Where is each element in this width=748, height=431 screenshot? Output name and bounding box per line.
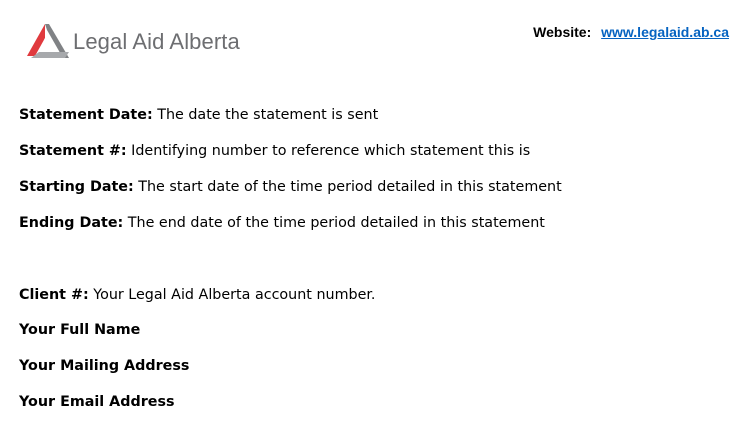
field-term: Statement #: [19, 143, 127, 159]
ending-date-definition [19, 214, 545, 232]
client-email-address [19, 393, 174, 411]
email-address-label: Your Email Address [19, 394, 175, 410]
statement-number-definition [19, 142, 530, 160]
field-description: Identifying number to reference which statement this is [131, 143, 531, 159]
website-link[interactable]: www.legalaid.ab.ca [601, 24, 729, 40]
website-label: Website: [533, 24, 592, 40]
client-mailing-address [19, 357, 189, 375]
client-full-name [19, 321, 140, 339]
statement-date-definition [19, 106, 378, 124]
field-description: The date the statement is sent [157, 107, 379, 123]
mailing-address-label: Your Mailing Address [19, 358, 190, 374]
field-term: Statement Date: [19, 107, 153, 123]
legal-aid-alberta-logo [25, 22, 240, 62]
logo-text: Legal Aid Alberta [73, 29, 240, 54]
field-description: Your Legal Aid Alberta account number. [93, 287, 376, 303]
starting-date-definition [19, 178, 562, 196]
field-term: Client #: [19, 287, 89, 303]
field-description: The start date of the time period detailed in this statement [138, 179, 562, 195]
field-description: The end date of the time period detailed in this statement [127, 215, 545, 231]
full-name-label: Your Full Name [19, 322, 141, 338]
field-term: Starting Date: [19, 179, 134, 195]
legal-aid-alberta-triangle-logo-icon [25, 22, 71, 62]
field-term: Ending Date: [19, 215, 124, 231]
website-info [533, 24, 729, 40]
client-number-definition [19, 286, 375, 304]
